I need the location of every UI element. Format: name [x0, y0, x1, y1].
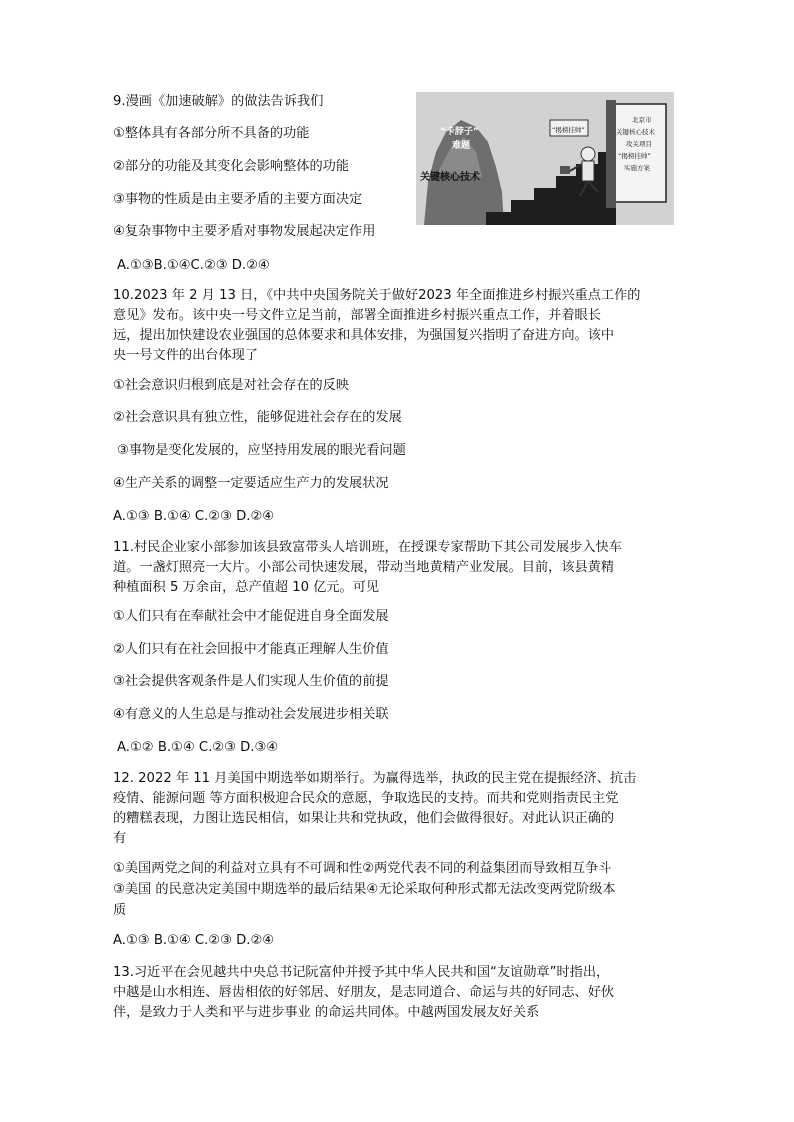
rock-label-1: “卡脖子”: [440, 127, 479, 137]
q12-answers: A.①③ B.①④ C.②③ D.②④: [113, 933, 275, 948]
q9-option-4: ④复杂事物中主要矛盾对事物发展起决定作用: [113, 224, 376, 239]
runner-figure: [581, 147, 595, 161]
q12-stem-line-2: 疫情、能源问题 等方面积极迎合民众的意愿，争取选民的支持。而共和党则指责民主党: [113, 791, 619, 806]
doc-line-4: “揭榜挂帅”: [618, 152, 651, 160]
q12-stem-line-4: 有: [113, 831, 127, 846]
q12-options-line-1: ①美国两党之间的利益对立具有不可调和性②两党代表不同的利益集团而导致相互争斗: [113, 861, 612, 876]
q10-option-4: ④生产关系的调整一定要适应生产力的发展状况: [113, 476, 389, 491]
q11-option-1: ①人们只有在奉献社会中才能促进自身全面发展: [113, 609, 389, 624]
q12-stem-line-3: 的糟糕表现，力图让选民相信，如果让共和党执政，他们会做得很好。对此认识正确的: [113, 811, 615, 826]
hammer-icon: [560, 166, 570, 174]
q11-option-3: ③社会提供客观条件是人们实现人生价值的前提: [113, 674, 389, 689]
q10-stem-line-2: 意见》发布。该中央一号文件立足当前，部署全面推进乡村振兴重点工作，并着眼长: [113, 308, 601, 323]
q12-options-line-2: ③美国 的民意决定美国中期选举的最后结果④无论采取何种形式都无法改变两党阶级本: [113, 882, 616, 897]
q10-option-3: ③事物是变化发展的，应坚持用发展的眼光看问题: [117, 443, 406, 458]
q10-stem-line-4: 央一号文件的出台体现了: [113, 348, 259, 363]
q10-stem-line-3: 远，提出加快建设农业强国的总体要求和具体安排，为强国复兴指明了奋进方向。该中: [113, 328, 615, 343]
q9-option-1: ①整体具有各部分所不具备的功能: [113, 126, 310, 141]
q11-answers: A.①② B.①④ C.②③ D.③④: [117, 740, 279, 755]
q10-option-1: ①社会意识归根到底是对社会存在的反映: [113, 378, 350, 393]
flag-label: “揭榜挂帅”: [552, 126, 585, 134]
cartoon-illustration: [416, 92, 674, 225]
doc-line-5: 实施方案: [624, 164, 650, 172]
doc-line-2: 关键核心技术: [616, 128, 655, 136]
q13-stem-line-2: 中越是山水相连、唇齿相依的好邻居、好朋友，是志同道合、命运与共的好同志、好伙: [113, 985, 615, 1000]
rock-label-2: 难题: [452, 141, 471, 151]
q9-stem: 9.漫画《加速破解》的做法告诉我们: [113, 94, 324, 109]
q9-option-2: ②部分的功能及其变化会影响整体的功能: [113, 159, 350, 174]
q11-option-2: ②人们只有在社会回报中才能真正理解人生价值: [113, 642, 389, 657]
q9-option-3: ③事物的性质是由主要矛盾的主要方面决定: [113, 192, 363, 207]
q12-options-line-3: 质: [113, 903, 127, 918]
q10-stem-line-1: 10.2023 年 2 月 13 日，《中共中央国务院关于做好2023 年全面推进乡村振兴重点工作的: [113, 288, 641, 303]
q9-answers: A.①③B.①④C.②③ D.②④: [117, 258, 270, 273]
q13-stem-line-3: 伴，是致力于人类和平与进步事业 的命运共同体。中越两国发展友好关系: [113, 1005, 540, 1020]
doc-line-3: 攻关项目: [626, 140, 652, 148]
q11-stem-line-3: 种植面积 5 万余亩，总产值超 10 亿元。可见: [113, 580, 380, 595]
q11-stem-line-2: 道。一盏灯照亮一大片。小部公司快速发展，带动当地黄精产业发展。目前，该县黄精: [113, 560, 615, 575]
q11-stem-line-1: 11.村民企业家小部参加该县致富带头人培训班，在授课专家帮助下其公司发展步入快车: [113, 540, 622, 555]
q10-option-2: ②社会意识具有独立性，能够促进社会存在的发展: [113, 410, 402, 425]
stair-label: 关键核心技术: [420, 172, 480, 183]
q10-answers: A.①③ B.①④ C.②③ D.②④: [113, 509, 275, 524]
q12-stem-line-1: 12. 2022 年 11 月美国中期选举如期举行。为赢得选举，执政的民主党在提振经济、抗击: [113, 771, 637, 786]
doc-line-1: 北京市: [632, 116, 652, 124]
q13-stem-line-1: 13.习近平在会见越共中央总书记阮富仲并授予其中华人民共和国“友谊勋章”时指出，: [113, 965, 610, 980]
q11-option-4: ④有意义的人生总是与推动社会发展进步相关联: [113, 707, 389, 722]
